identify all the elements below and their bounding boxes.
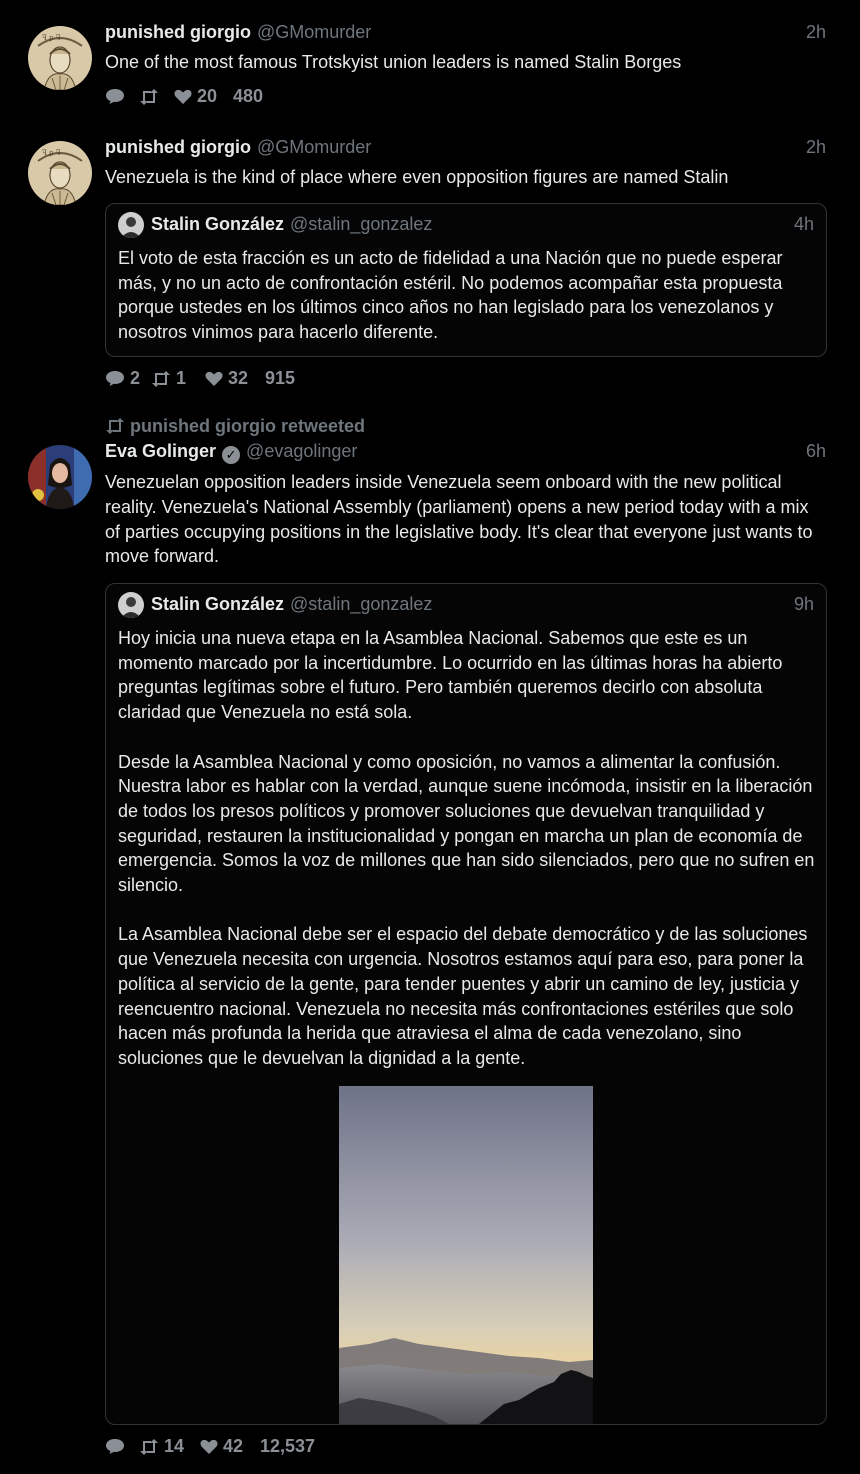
like-icon (200, 1439, 218, 1455)
like-icon (174, 89, 192, 105)
quoted-display-name: Stalin González (151, 214, 285, 234)
retweet-count: 14 (164, 1436, 185, 1456)
user-handle[interactable]: @evagolinger (246, 441, 358, 461)
avatar[interactable] (28, 445, 92, 509)
reply-icon (105, 369, 125, 387)
retweet-icon (139, 1439, 159, 1455)
quoted-avatar (118, 592, 144, 618)
verified-icon: ✓ (222, 446, 240, 464)
quoted-tweet[interactable] (105, 203, 827, 357)
like-icon (205, 371, 223, 387)
display-name[interactable]: punished giorgio (105, 22, 251, 42)
avatar[interactable] (28, 26, 92, 90)
tweet-1[interactable] (0, 0, 860, 125)
quoted-avatar (118, 212, 144, 238)
tweet-text: Venezuela is the kind of place where even opposition figures are named Stalin (105, 167, 729, 187)
like-button[interactable] (200, 1436, 243, 1457)
retweeted-by[interactable] (105, 416, 365, 437)
quoted-media-image[interactable] (339, 1086, 593, 1424)
tweet-header (105, 137, 826, 161)
quoted-tweet[interactable] (105, 583, 827, 1425)
tweet-text: One of the most famous Trotskyist union leaders is named Stalin Borges (105, 52, 682, 72)
like-button[interactable] (205, 368, 248, 389)
quoted-timestamp: 9h (793, 594, 814, 614)
user-handle[interactable]: @GMomurder (257, 22, 372, 42)
retweet-icon (105, 418, 125, 434)
avatar[interactable] (28, 141, 92, 205)
reply-count: 2 (130, 368, 141, 388)
display-name[interactable]: Eva Golinger (105, 441, 217, 461)
display-name[interactable]: punished giorgio (105, 137, 251, 157)
svg-text:ꟻ ꝑ ꟻ: ꟻ ꝑ ꟻ (42, 34, 61, 42)
like-count: 32 (228, 368, 249, 388)
user-handle[interactable]: @GMomurder (257, 137, 372, 157)
quoted-display-name: Stalin González (151, 594, 285, 614)
retweet-button[interactable] (139, 1436, 184, 1457)
retweet-icon (139, 89, 159, 105)
reply-button[interactable] (105, 368, 140, 389)
retweet-button[interactable] (139, 86, 159, 107)
retweet-icon (151, 371, 171, 387)
quoted-header (151, 594, 814, 618)
timestamp[interactable]: 6h (805, 441, 826, 461)
tweet-text: Venezuelan opposition leaders inside Venezuela seem onboard with the new political reality. Venezuela's National Assembly (parliament) opens a new period today with a mix of parties occupying positions in the legislative body. It's clear that everyone just wants to move forward. (105, 472, 818, 567)
retweeted-by-label: punished giorgio retweeted (130, 416, 366, 436)
retweet-count: 1 (176, 368, 187, 388)
reply-icon (105, 87, 125, 105)
like-count: 42 (223, 1436, 244, 1456)
reply-icon (105, 1437, 125, 1455)
tweet-3[interactable] (0, 407, 860, 1474)
quoted-text: Hoy inicia una nueva etapa en la Asamblea Nacional. Sabemos que este es un momento marcado por la incertidumbre. Lo ocurrido en las últimas horas ha abierto preguntas legítimas sobre el futuro. Pero también queremos decirlo con absoluta claridad que Venezuela no está sola. Desde la Asamblea Nacional y como oposición, no vamos a alimentar la confusión. Nuestra labor es hablar con la verdad, aunque suene incómoda, insistir en la liberación de todos los presos políticos y promover soluciones que devuelvan tranquilidad y seguridad, restauren la institucionalidad y pongan en marcha un plan de economía de emergencia. Somos la voz de millones que han sido silenciados, pero que no sufren en silencio. La Asamblea Nacional debe ser el espacio del debate democrático y de las soluciones que Venezuela necesita con urgencia. Nosotros estamos aquí para eso, para poner la política al servicio de la gente, para tender puentes y abrir un camino de ley, justicia y reencuentro nacional. Venezuela no necesita más confrontaciones estériles que solo hacen más profunda la herida que atraviesa el alma de cada venezolano, sino soluciones que le devuelvan la dignidad a la gente. (118, 628, 815, 1068)
svg-text:ꟻ ꝑ ꟻ: ꟻ ꝑ ꟻ (42, 149, 61, 157)
quoted-timestamp: 4h (793, 214, 814, 234)
view-count: 480 (233, 86, 264, 106)
retweet-button[interactable] (151, 368, 186, 389)
timestamp[interactable]: 2h (805, 22, 826, 42)
reply-button[interactable] (105, 1436, 125, 1457)
view-count: 915 (265, 368, 296, 388)
quoted-header (151, 214, 814, 238)
view-count: 12,537 (260, 1436, 316, 1456)
tweet-header (105, 22, 826, 46)
quoted-handle: @stalin_gonzalez (290, 214, 433, 234)
quoted-handle: @stalin_gonzalez (290, 594, 433, 614)
quoted-text: El voto de esta fracción es un acto de fidelidad a una Nación que no puede esperar más, y no un acto de confrontación estéril. No podemos acompañar esta propuesta porque ustedes en los últimos cinco años no han legislado para los venezolanos y nosotros vinimos para hacerlo diferente. (118, 248, 788, 343)
tweet-2[interactable] (0, 125, 860, 407)
timestamp[interactable]: 2h (805, 137, 826, 157)
like-button[interactable] (174, 86, 217, 107)
tweet-header (105, 441, 826, 465)
like-count: 20 (197, 86, 218, 106)
reply-button[interactable] (105, 86, 125, 107)
